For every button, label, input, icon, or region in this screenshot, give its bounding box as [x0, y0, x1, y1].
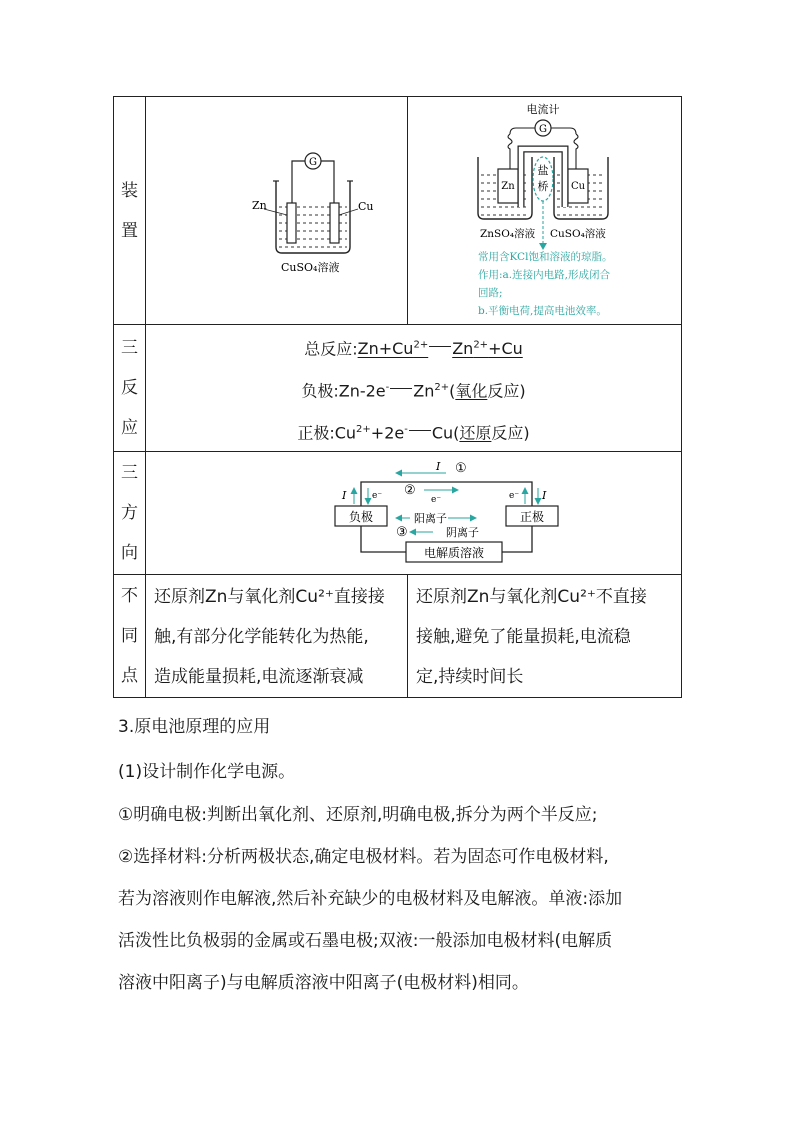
positive-electrode-reaction: 正极$:Cu^{2+}+2e^-$ Cu(还原反应)	[297, 423, 530, 443]
galvanometer-label: G	[309, 157, 317, 168]
meter-label: 电流计	[526, 103, 560, 116]
svg-text:作用:a.连接内电路,形成闭合: 作用:a.连接内电路,形成闭合	[478, 269, 610, 281]
svg-text:电解质溶液: 电解质溶液	[423, 546, 485, 560]
svg-text:G: G	[539, 124, 547, 135]
svg-text:负极: 负极	[348, 510, 374, 524]
svg-text:桥: 桥	[537, 180, 549, 193]
reactions-cell	[146, 325, 682, 452]
single-beaker-svg	[146, 97, 408, 324]
paragraph-step2-line1: ②选择材料:分析两极状态,确定电极材料。若为固态可作电极材料,	[118, 847, 609, 867]
section-heading: 3.原电池原理的应用	[118, 717, 271, 737]
single-cell-diagram	[146, 97, 408, 325]
table-row-reactions	[114, 325, 682, 452]
cu-electrode	[330, 203, 339, 243]
row-label-directions: 三 方 向	[114, 452, 146, 575]
svg-text:阴离子: 阴离子	[446, 526, 479, 539]
paragraph-step2-line4: 溶液中阳离子)与电解质溶液中阳离子(电极材料)相同。	[118, 973, 529, 993]
zn-label: Zn	[252, 199, 267, 212]
difference-salt-bridge-cell: 还原剂Zn与氧化剂Cu²⁺不直接 接触,避免了能量损耗,电流稳 定,持续时间长	[408, 575, 682, 698]
directions-cell	[146, 452, 682, 575]
cu-label: Cu	[358, 200, 374, 213]
table-row-apparatus	[114, 97, 682, 325]
subsection-title: (1)设计制作化学电源。	[118, 762, 296, 782]
table-row-directions	[114, 452, 682, 575]
negative-electrode-reaction: 负极:Zn-2e- $Zn^{2+}$(氧化反应)	[301, 381, 526, 401]
svg-text:②: ②	[404, 483, 416, 498]
salt-bridge-diagram	[408, 97, 682, 325]
svg-text:ZnSO₄溶液: ZnSO₄溶液	[480, 228, 536, 240]
svg-text:e⁻: e⁻	[509, 491, 520, 501]
svg-text:正极: 正极	[519, 510, 545, 524]
row-label-differences: 不 同 点	[114, 575, 146, 698]
difference-single-cell: 还原剂Zn与氧化剂Cu²⁺直接接 触,有部分化学能转化为热能, 造成能量损耗,电流逐渐衰减	[146, 575, 408, 698]
svg-text:阳离子: 阳离子	[414, 512, 447, 525]
row-label-apparatus: 装 置	[114, 97, 146, 325]
paragraph-step2-line2: 若为溶液则作电解液,然后补充缺少的电极材料及电解液。单液:添加	[118, 889, 623, 909]
svg-text:I: I	[436, 460, 441, 473]
svg-text:CuSO₄溶液: CuSO₄溶液	[550, 228, 606, 240]
svg-text:b.平衡电荷,提高电池效率。: b.平衡电荷,提高电池效率。	[478, 305, 607, 317]
paragraph-step2-line3: 活泼性比负极弱的金属或石墨电极;双液:一般添加电极材料(电解质	[118, 931, 613, 951]
solution-label: CuSO₄溶液	[281, 261, 340, 274]
zn-electrode	[287, 203, 296, 243]
svg-text:I: I	[342, 489, 347, 502]
svg-text:Cu: Cu	[570, 181, 586, 192]
salt-bridge-note	[478, 250, 612, 317]
comparison-table	[113, 96, 682, 698]
row-label-reactions: 三 反 应	[114, 325, 146, 452]
svg-text:③: ③	[396, 525, 408, 540]
svg-text:e⁻: e⁻	[431, 495, 442, 505]
direction-diagram	[146, 452, 682, 574]
salt-bridge-svg	[408, 97, 682, 324]
table-row-differences	[114, 575, 682, 698]
svg-text:①: ①	[455, 461, 467, 476]
svg-text:回路;: 回路;	[478, 287, 503, 299]
svg-text:盐: 盐	[537, 164, 549, 177]
total-reaction: 总反应$:Zn+Cu^{2+}$ $Zn^{2+}+Cu$	[304, 339, 523, 359]
svg-text:常用含KCl饱和溶液的琼脂。: 常用含KCl饱和溶液的琼脂。	[478, 251, 613, 263]
svg-text:Zn: Zn	[501, 181, 515, 192]
svg-text:I: I	[542, 489, 547, 502]
paragraph-step1: ①明确电极:判断出氧化剂、还原剂,明确电极,拆分为两个半反应;	[118, 805, 598, 825]
svg-text:e⁻: e⁻	[372, 491, 383, 501]
